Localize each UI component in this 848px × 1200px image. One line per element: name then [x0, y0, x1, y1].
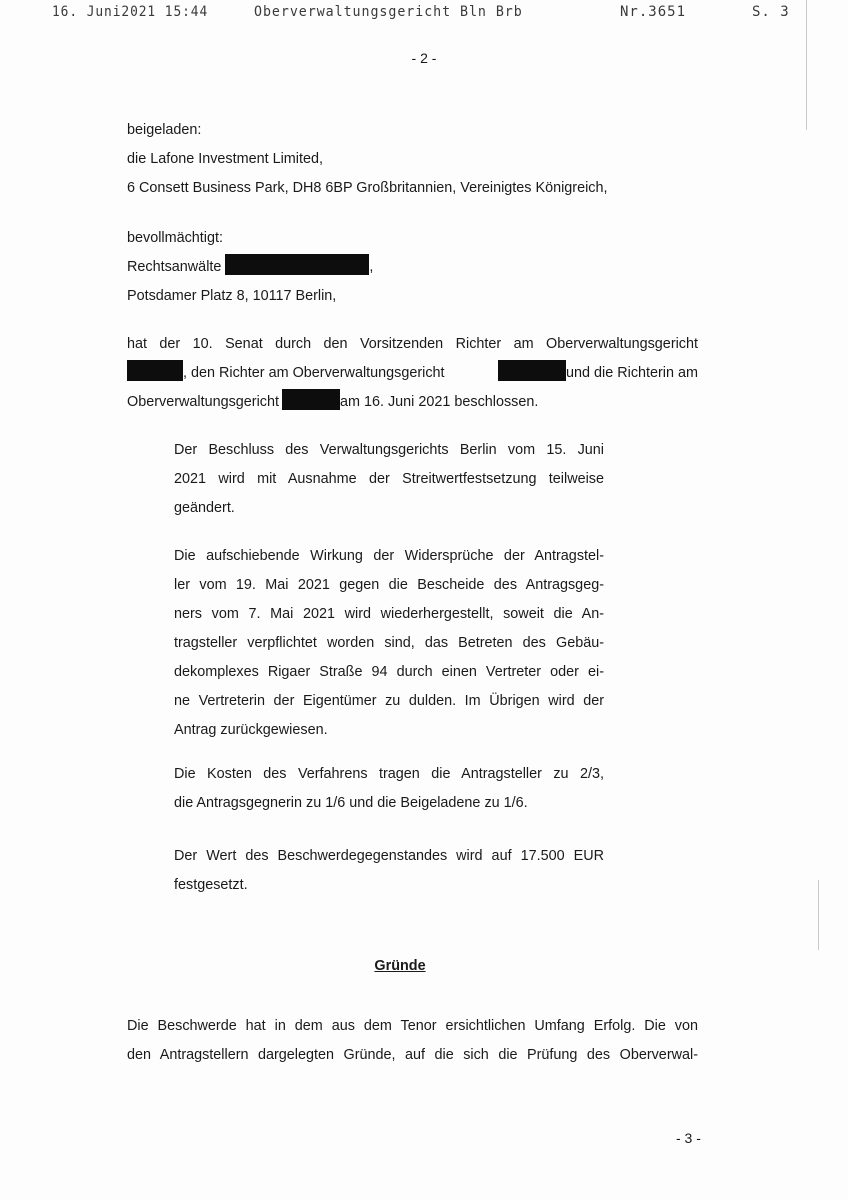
gruende-line: Die Beschwerde hat in dem aus dem Tenor ersichtlichen Umfang Erfolg. Die von — [127, 1018, 698, 1034]
tenor-line: Der Wert des Beschwerdegegenstandes wird auf 17.500 EUR — [174, 848, 604, 864]
fax-datetime: 16. Juni2021 15:44 — [52, 4, 209, 20]
beigeladen-label: beigeladen: — [127, 122, 202, 138]
tenor-line: dekomplexes Rigaer Straße 94 durch einen Vertreter oder ei- — [174, 664, 604, 680]
senat-line-2 — [127, 359, 698, 388]
beigeladen-name: die Lafone Investment Limited, — [127, 151, 323, 167]
senat-line-2-left — [127, 359, 445, 388]
senat-block — [127, 330, 698, 417]
tenor-line: ne Vertreterin der Eigentümer zu dulden. Im Übrigen wird der — [174, 693, 604, 709]
redaction-bar — [498, 360, 566, 381]
tenor-line: die Antragsgegnerin zu 1/6 und die Beigeladene zu 1/6. — [174, 795, 528, 811]
tenor-line: Die Kosten des Verfahrens tragen die Antragsteller zu 2/3, — [174, 766, 604, 782]
senat-line-3 — [127, 388, 698, 417]
tenor-line: Antrag zurückgewiesen. — [174, 722, 328, 738]
senat-line-3-b: am 16. Juni 2021 beschlossen. — [339, 394, 539, 410]
fax-page: S. 3 — [752, 4, 790, 20]
tenor-line: Der Beschluss des Verwaltungsgerichts Berlin vom 15. Juni — [174, 442, 604, 458]
scan-artifact — [818, 880, 819, 950]
fax-court-name: Oberverwaltungsgericht Bln Brb — [254, 4, 523, 20]
senat-line-3-a: Oberverwaltungsgericht — [127, 394, 279, 410]
page-number-top: - 2 - — [411, 50, 437, 66]
bevollmaechtigt-block — [127, 224, 373, 311]
beigeladen-block — [127, 116, 607, 203]
senat-line-2-b: und die Richterin am — [566, 365, 698, 381]
tenor-paragraph-4 — [174, 842, 604, 900]
fax-header — [52, 4, 790, 24]
tenor-paragraph-2 — [174, 542, 604, 745]
tenor-line: ners vom 7. Mai 2021 wird wiederhergestellt, soweit die An- — [174, 606, 604, 622]
tenor-line: festgesetzt. — [174, 877, 248, 893]
redaction-bar — [225, 254, 369, 275]
beigeladen-address: 6 Consett Business Park, DH8 6BP Großbritannien, Vereinigtes Königreich, — [127, 180, 608, 196]
redaction-bar — [282, 389, 340, 410]
tenor-line: geändert. — [174, 500, 235, 516]
bevollmaechtigt-firm-suffix: , — [369, 259, 374, 275]
senat-line-1: hat der 10. Senat durch den Vorsitzenden Richter am Oberverwaltungsgericht — [127, 336, 698, 352]
gruende-line: den Antragstellern dargelegten Gründe, auf die sich die Prüfung des Oberverwal- — [127, 1047, 698, 1063]
tenor-paragraph-1 — [174, 436, 604, 523]
bevollmaechtigt-label: bevollmächtigt: — [127, 230, 223, 246]
tenor-line: tragsteller verpflichtet worden sind, das Betreten des Gebäu- — [174, 635, 604, 651]
senat-line-2-a: , den Richter am Oberverwaltungsgericht — [183, 365, 445, 381]
page-number-bottom: - 3 - — [676, 1130, 701, 1146]
gruende-heading: Gründe — [374, 958, 426, 974]
fax-number: Nr.3651 — [620, 4, 687, 20]
redaction-bar — [127, 360, 183, 381]
senat-line-2-right — [498, 359, 698, 388]
tenor-line: Die aufschiebende Wirkung der Widersprüche der Antragstel- — [174, 548, 604, 564]
bevollmaechtigt-firm-prefix: Rechtsanwälte — [127, 259, 222, 275]
tenor-line: ler vom 19. Mai 2021 gegen die Bescheide des Antragsgeg- — [174, 577, 604, 593]
bevollmaechtigt-address: Potsdamer Platz 8, 10117 Berlin, — [127, 288, 337, 304]
tenor-paragraph-3 — [174, 760, 604, 818]
gruende-paragraph — [127, 1012, 698, 1070]
tenor-line: 2021 wird mit Ausnahme der Streitwertfestsetzung teilweise — [174, 471, 604, 487]
bevollmaechtigt-firm-line — [127, 253, 373, 282]
